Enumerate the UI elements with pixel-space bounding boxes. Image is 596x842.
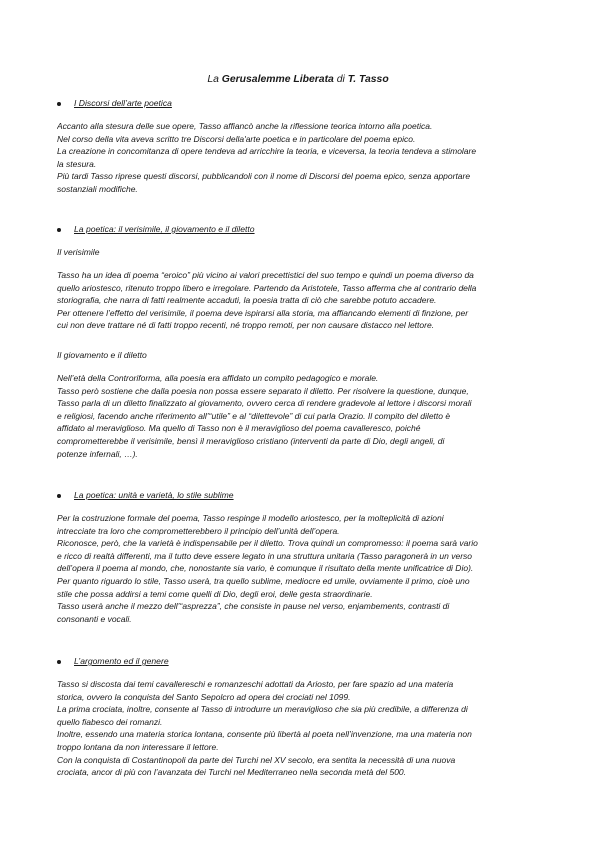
text-line: Più tardi Tasso riprese questi discorsi, pubblicandoli con il nome di Discorsi del poema epico, senza apportare [57, 171, 471, 182]
bullet-icon [57, 228, 61, 232]
paragraph [57, 269, 541, 332]
text-line: Con la conquista di Costantinopoli da parte dei Turchi nel XV secolo, era sentita la necessità di una nuova [57, 754, 456, 765]
text-line: la stesura. [57, 158, 97, 169]
text-line: e ricco di realtà differenti, ma il tutto deve essere legato in una struttura unitaria (Tasso paragonerà in un verso [57, 550, 472, 561]
text-line: potenze infernali, …). [57, 448, 138, 459]
text-line: Per quanto riguardo lo stile, Tasso userà, tra quello sublime, mediocre ed umile, ovviamente il primo, cioè uno [57, 575, 470, 586]
text-line: Per la costruzione formale del poema, Tasso respinge il modello ariostesco, per la molteplicità di azioni [57, 513, 444, 523]
text-line: quello fiabesco dei romanzi. [57, 716, 163, 727]
text-line: stile che possa addirsi a temi come quelli di Dio, degli eroi, delle gesta straordinarie. [57, 588, 373, 599]
text-line: e religiosi, facendo anche riferimento all’“utile” e al “dilettevole” di cui parla Orazio. Il compito del diletto è [57, 410, 451, 421]
text-line: storica, ovvero la conquista del Santo Sepolcro ad opera dei crociati nel 1099. [57, 691, 351, 702]
text-line: comprometterebbe il verisimile, bensì il meraviglioso cristiano (interventi da parte di Dio, degli angeli, di [57, 435, 445, 446]
section-heading-label: L’argomento ed il genere [74, 656, 169, 666]
text-line: troppo lontana da non interessare il lettore. [57, 741, 219, 752]
bullet-icon [57, 102, 61, 106]
text-line: Tasso parla di un diletto finalizzato al giovamento, ovvero cerca di rendere gradevole al lettore i discorsi morali [57, 398, 472, 409]
text-line: crociata, ancor di più con l’avanzata dei Turchi nel Mediterraneo nella seconda metà del 500. [57, 767, 407, 778]
text-line: consonanti e vocali. [57, 613, 132, 624]
paragraph [57, 512, 541, 625]
text-line: Tasso ha un idea di poema “eroico” più vicino ai valori precettistici del suo tempo e quindi un poema diverso da [57, 270, 474, 280]
paragraph [57, 372, 541, 460]
section-heading-label: La poetica: unità e varietà, lo stile sublime [74, 490, 234, 500]
text-line: storiografia, che narra di fatti realmente accaduti, la poesia tratta di ciò che sarebbe potuto accadere. [57, 295, 437, 306]
title-work: Gerusalemme Liberata [221, 74, 334, 85]
text-line: La creazione in concomitanza di opere tendeva ad arricchire la teoria, e viceversa, la teoria tendeva a stimolare [57, 146, 477, 157]
text-line: Per ottenere l’effetto del verisimile, il poema deve ispirarsi alla storia, ma affiancando elementi di finzione, per [57, 307, 469, 318]
text-line: Nel corso della vita aveva scritto tre Discorsi della'arte poetica e in particolare del poema epico. [57, 133, 416, 144]
text-line: Tasso userà anche il mezzo dell’“asprezza”, che consiste in pause nel verso, enjambements, contrasti di [57, 601, 450, 612]
paragraph [57, 120, 541, 196]
text-line: Riconosce, però, che la varietà è indispensabile per il diletto. Trova quindi un compromesso: il poema sarà vario [57, 538, 478, 549]
document-title [0, 73, 596, 86]
subheading: Il giovamento e il diletto [57, 350, 147, 360]
text-line: dell’opera il poema al mondo, che, nonostante sia vario, è comunque il risultato della mente unificatrice di Dio). [57, 563, 474, 574]
bullet-icon [57, 660, 61, 664]
subheading: Il verisimile [57, 247, 100, 257]
text-line: intrecciate tra loro che comprometterebbero il principio dell’unità dell’opera. [57, 525, 340, 536]
title-middle: di [333, 74, 348, 85]
bullet-icon [57, 494, 61, 498]
text-line: Accanto alla stesura delle sue opere, Tasso affiancò anche la riflessione teorica intorno alla poetica. [57, 121, 433, 131]
text-line: Tasso si discosta dai temi cavallereschi e romanzeschi adottati da Ariosto, per fare spazio ad una materia [57, 679, 454, 689]
text-line: sostanziali modifiche. [57, 183, 138, 194]
text-line: affidato al meraviglioso. Ma quello di Tasso non è il meraviglioso del poema cavalleresco, poiché [57, 423, 421, 434]
title-author: T. Tasso [347, 74, 389, 85]
text-line: quello ariostesco, ritenuto troppo libero e irregolare. Partendo da Aristotele, Tasso afferma che al contrario della [57, 282, 477, 293]
text-line: Inoltre, essendo una materia storica lontana, consente più libertà al poeta nell’invenzione, ma una materia non [57, 729, 472, 740]
text-line: La prima crociata, inoltre, consente al Tasso di introdurre un meraviglioso che sia più credibile, a differenza di [57, 704, 468, 715]
text-line: cui non deve trattare né di fatti troppo recenti, né troppo remoti, per non causare distacco nel lettore. [57, 320, 435, 331]
text-line: Nell’età della Controriforma, alla poesia era affidato un compito pedagogico e morale. [57, 373, 379, 383]
section-heading-label: La poetica: il verisimile, il giovamento e il diletto [74, 224, 255, 234]
title-prefix: La [207, 74, 222, 85]
paragraph [57, 678, 541, 779]
text-line: Tasso però sostiene che dalla poesia non possa essere separato il diletto. Per risolvere la questione, dunque, [57, 385, 469, 396]
section-heading-label: I Discorsi dell’arte poetica [74, 98, 172, 108]
